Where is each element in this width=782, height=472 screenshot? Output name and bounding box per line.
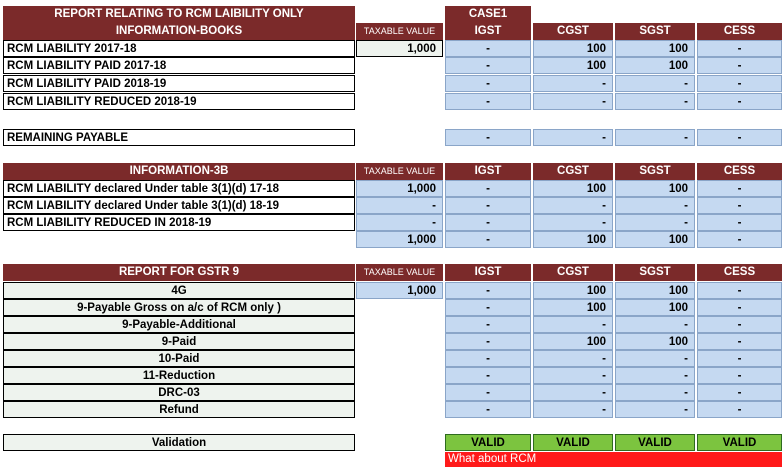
cell-igst[interactable]: - — [445, 367, 531, 384]
cell-cess[interactable]: - — [697, 350, 782, 367]
column-header-cess: CESS — [697, 163, 782, 180]
cell-cgst[interactable]: 100 — [533, 282, 613, 299]
cell-cgst[interactable]: 100 — [533, 40, 613, 57]
cell-cgst[interactable]: - — [533, 401, 613, 418]
column-header-taxable: TAXABLE VALUE — [356, 23, 443, 40]
cell-cess[interactable]: - — [697, 57, 782, 74]
validation-label: Validation — [3, 434, 355, 451]
row-label: 9-Payable Gross on a/c of RCM only ) — [3, 299, 355, 316]
cell-cess[interactable]: - — [697, 129, 782, 146]
cell-cgst[interactable]: 100 — [533, 333, 613, 350]
column-header-igst: IGST — [445, 23, 531, 40]
cell-cgst[interactable]: - — [533, 93, 613, 110]
cell-sgst[interactable]: 100 — [615, 299, 695, 316]
column-header-igst: IGST — [445, 264, 531, 281]
cell-cess[interactable]: - — [697, 299, 782, 316]
cell-cess[interactable]: - — [697, 75, 782, 92]
column-header-cess: CESS — [697, 23, 782, 40]
cell-igst[interactable]: - — [445, 401, 531, 418]
total-cgst[interactable]: 100 — [533, 231, 613, 248]
column-header-cgst: CGST — [533, 163, 613, 180]
cell-igst[interactable]: - — [445, 93, 531, 110]
total-cess[interactable]: - — [697, 231, 782, 248]
validation-note: What about RCM — [445, 452, 782, 467]
cell-igst[interactable]: - — [445, 214, 531, 231]
row-label: 10-Paid — [3, 350, 355, 367]
cell-igst[interactable]: - — [445, 75, 531, 92]
cell-cess[interactable]: - — [697, 333, 782, 350]
cell-sgst[interactable]: - — [615, 214, 695, 231]
column-header-taxable: TAXABLE VALUE — [356, 163, 443, 180]
cell-taxable[interactable]: - — [356, 197, 443, 214]
cell-taxable[interactable]: - — [356, 214, 443, 231]
cell-cess[interactable]: - — [697, 214, 782, 231]
cell-cess[interactable]: - — [697, 316, 782, 333]
column-header-sgst: SGST — [615, 264, 695, 281]
cell-cess[interactable]: - — [697, 93, 782, 110]
case-label: CASE1 — [445, 6, 531, 23]
validation-result: VALID — [615, 434, 695, 451]
cell-sgst[interactable]: - — [615, 197, 695, 214]
cell-cgst[interactable]: - — [533, 129, 613, 146]
cell-cess[interactable]: - — [697, 197, 782, 214]
cell-sgst[interactable]: - — [615, 316, 695, 333]
cell-cess[interactable]: - — [697, 40, 782, 57]
cell-cess[interactable]: - — [697, 401, 782, 418]
cell-igst[interactable]: - — [445, 282, 531, 299]
cell-cgst[interactable]: - — [533, 367, 613, 384]
row-label: Refund — [3, 401, 355, 418]
cell-cgst[interactable]: - — [533, 350, 613, 367]
cell-cess[interactable]: - — [697, 282, 782, 299]
row-label: RCM LIABILITY PAID 2017-18 — [3, 57, 355, 74]
cell-sgst[interactable]: - — [615, 350, 695, 367]
cell-taxable[interactable]: 1,000 — [356, 40, 443, 57]
total-igst[interactable]: - — [445, 231, 531, 248]
cell-cgst[interactable]: 100 — [533, 180, 613, 197]
row-label: 11-Reduction — [3, 367, 355, 384]
cell-taxable[interactable]: 1,000 — [356, 282, 443, 299]
row-label: REMAINING PAYABLE — [3, 129, 355, 146]
cell-sgst[interactable]: 100 — [615, 57, 695, 74]
cell-igst[interactable]: - — [445, 180, 531, 197]
cell-igst[interactable]: - — [445, 299, 531, 316]
cell-sgst[interactable]: - — [615, 367, 695, 384]
cell-igst[interactable]: - — [445, 40, 531, 57]
cell-sgst[interactable]: 100 — [615, 333, 695, 350]
column-header-cgst: CGST — [533, 23, 613, 40]
row-label: RCM LIABILITY REDUCED IN 2018-19 — [3, 214, 355, 231]
cell-cgst[interactable]: 100 — [533, 299, 613, 316]
row-label: RCM LIABILITY declared Under table 3(1)(d) 18-19 — [3, 197, 355, 214]
total-sgst[interactable]: 100 — [615, 231, 695, 248]
cell-igst[interactable]: - — [445, 197, 531, 214]
cell-igst[interactable]: - — [445, 316, 531, 333]
cell-cgst[interactable]: - — [533, 316, 613, 333]
cell-cgst[interactable]: - — [533, 214, 613, 231]
row-label: 9-Paid — [3, 333, 355, 350]
cell-sgst[interactable]: - — [615, 75, 695, 92]
cell-igst[interactable]: - — [445, 129, 531, 146]
cell-cess[interactable]: - — [697, 180, 782, 197]
cell-igst[interactable]: - — [445, 333, 531, 350]
row-label: RCM LIABILITY declared Under table 3(1)(d) 17-18 — [3, 180, 355, 197]
section-title-3b: INFORMATION-3B — [3, 163, 355, 180]
column-header-taxable: TAXABLE VALUE — [356, 264, 443, 281]
cell-sgst[interactable]: 100 — [615, 40, 695, 57]
cell-igst[interactable]: - — [445, 384, 531, 401]
validation-result: VALID — [697, 434, 782, 451]
cell-cess[interactable]: - — [697, 384, 782, 401]
row-label: RCM LIABILITY PAID 2018-19 — [3, 75, 355, 92]
column-header-igst: IGST — [445, 163, 531, 180]
cell-igst[interactable]: - — [445, 350, 531, 367]
row-label: RCM LIABILITY 2017-18 — [3, 40, 355, 57]
column-header-cgst: CGST — [533, 264, 613, 281]
row-label: 4G — [3, 282, 355, 299]
cell-igst[interactable]: - — [445, 57, 531, 74]
cell-cess[interactable]: - — [697, 367, 782, 384]
validation-result: VALID — [445, 434, 531, 451]
column-header-sgst: SGST — [615, 163, 695, 180]
column-header-sgst: SGST — [615, 23, 695, 40]
column-header-cess: CESS — [697, 264, 782, 281]
row-label: 9-Payable-Additional — [3, 316, 355, 333]
total-taxable[interactable]: 1,000 — [356, 231, 443, 248]
report-title: REPORT RELATING TO RCM LAIBILITY ONLY — [3, 6, 355, 23]
cell-sgst[interactable]: - — [615, 401, 695, 418]
cell-sgst[interactable]: - — [615, 129, 695, 146]
row-label: DRC-03 — [3, 384, 355, 401]
row-label: RCM LIABILITY REDUCED 2018-19 — [3, 93, 355, 110]
cell-cgst[interactable]: 100 — [533, 57, 613, 74]
cell-sgst[interactable]: - — [615, 93, 695, 110]
section-title-books: INFORMATION-BOOKS — [3, 23, 355, 40]
cell-sgst[interactable]: - — [615, 384, 695, 401]
cell-cgst[interactable]: - — [533, 197, 613, 214]
cell-sgst[interactable]: 100 — [615, 180, 695, 197]
cell-taxable[interactable]: 1,000 — [356, 180, 443, 197]
cell-cgst[interactable]: - — [533, 384, 613, 401]
cell-cgst[interactable]: - — [533, 75, 613, 92]
section-title-gstr9: REPORT FOR GSTR 9 — [3, 264, 355, 281]
validation-result: VALID — [533, 434, 613, 451]
cell-sgst[interactable]: 100 — [615, 282, 695, 299]
